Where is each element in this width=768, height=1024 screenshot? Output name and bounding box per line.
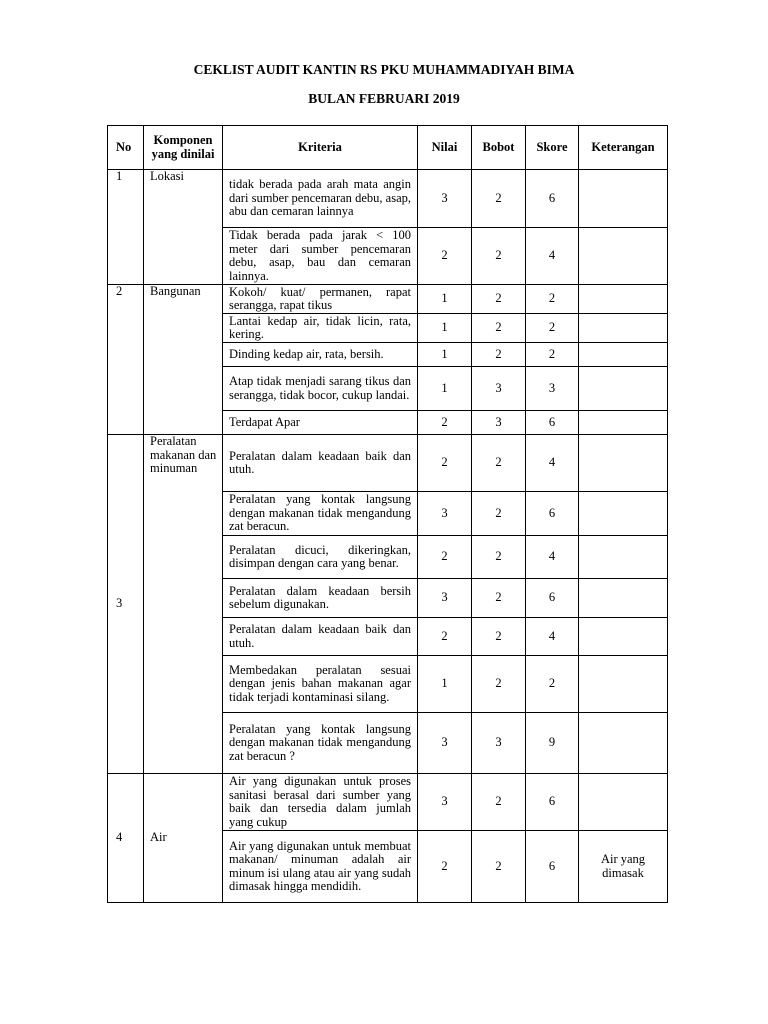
skore-cell: 4 [526,435,579,492]
skore-cell: 9 [526,713,579,774]
keterangan-cell [579,713,668,774]
nilai-cell: 1 [418,343,472,367]
bobot-cell: 2 [472,618,526,656]
keterangan-cell: Air yang dimasak [579,831,668,903]
kriteria-cell: Tidak berada pada jarak < 100 meter dari sumber pencemaran debu, asap, bau dan cemaran lainnya. [223,228,418,285]
table-row [108,435,668,492]
table-header-row [108,126,668,170]
header-bobot: Bobot [472,126,526,170]
table-row [108,774,668,831]
kriteria-cell: Peralatan yang kontak langsung dengan makanan tidak mengandung zat beracun. [223,492,418,536]
kriteria-cell: Peralatan dicuci, dikeringkan, disimpan dengan cara yang benar. [223,536,418,579]
table-row [108,285,668,314]
bobot-cell: 2 [472,314,526,343]
bobot-cell: 2 [472,228,526,285]
header-skore: Skore [526,126,579,170]
keterangan-cell [579,774,668,831]
komponen-cell: Air [144,774,223,903]
kriteria-cell: Peralatan dalam keadaan baik dan utuh. [223,618,418,656]
document-subtitle: BULAN FEBRUARI 2019 [308,91,460,106]
nilai-cell: 3 [418,774,472,831]
audit-checklist-table [107,125,668,903]
komponen-cell: Peralatan makanan dan minuman [144,435,223,774]
nilai-cell: 2 [418,536,472,579]
keterangan-cell [579,343,668,367]
skore-cell: 4 [526,618,579,656]
bobot-cell: 3 [472,713,526,774]
keterangan-cell [579,170,668,228]
komponen-cell: Lokasi [144,170,223,285]
kriteria-cell: Air yang digunakan untuk proses sanitasi berasal dari sumber yang baik dan tersedia dalam jumlah yang cukup [223,774,418,831]
nilai-cell: 2 [418,411,472,435]
nilai-cell: 3 [418,579,472,618]
bobot-cell: 2 [472,492,526,536]
keterangan-cell [579,228,668,285]
kriteria-cell: Dinding kedap air, rata, bersih. [223,343,418,367]
skore-cell: 6 [526,774,579,831]
header-kriteria: Kriteria [223,126,418,170]
skore-cell: 2 [526,285,579,314]
nilai-cell: 1 [418,656,472,713]
kriteria-cell: Membedakan peralatan sesuai dengan jenis bahan makanan agar tidak terjadi kontaminasi silang. [223,656,418,713]
keterangan-cell [579,618,668,656]
bobot-cell: 2 [472,536,526,579]
keterangan-cell [579,656,668,713]
nilai-cell: 2 [418,435,472,492]
nilai-cell: 3 [418,170,472,228]
skore-cell: 6 [526,170,579,228]
kriteria-cell: Kokoh/ kuat/ permanen, rapat serangga, rapat tikus [223,285,418,314]
skore-cell: 4 [526,228,579,285]
nilai-cell: 3 [418,713,472,774]
header-komponen: Komponen yang dinilai [144,126,223,170]
header-keterangan: Keterangan [579,126,668,170]
kriteria-cell: tidak berada pada arah mata angin dari sumber pencemaran debu, asap, abu dan cemaran lainnya [223,170,418,228]
row-number: 2 [108,285,144,435]
bobot-cell: 3 [472,367,526,411]
kriteria-cell: Air yang digunakan untuk membuat makanan/ minuman adalah air minum isi ulang atau air yang sudah dimasak hingga mendidih. [223,831,418,903]
bobot-cell: 2 [472,831,526,903]
header-no: No [108,126,144,170]
nilai-cell: 3 [418,492,472,536]
skore-cell: 6 [526,492,579,536]
nilai-cell: 1 [418,314,472,343]
skore-cell: 2 [526,343,579,367]
skore-cell: 6 [526,831,579,903]
bobot-cell: 2 [472,170,526,228]
row-number: 4 [108,774,144,903]
keterangan-cell [579,536,668,579]
skore-cell: 2 [526,314,579,343]
skore-cell: 6 [526,411,579,435]
bobot-cell: 2 [472,656,526,713]
keterangan-cell [579,314,668,343]
bobot-cell: 3 [472,411,526,435]
document-title: CEKLIST AUDIT KANTIN RS PKU MUHAMMADIYAH BIMA [193,62,575,77]
kriteria-cell: Peralatan dalam keadaan baik dan utuh. [223,435,418,492]
kriteria-cell: Peralatan dalam keadaan bersih sebelum digunakan. [223,579,418,618]
komponen-cell: Bangunan [144,285,223,435]
kriteria-cell: Peralatan yang kontak langsung dengan makanan tidak mengandung zat beracun ? [223,713,418,774]
skore-cell: 6 [526,579,579,618]
kriteria-cell: Terdapat Apar [223,411,418,435]
bobot-cell: 2 [472,435,526,492]
nilai-cell: 2 [418,228,472,285]
keterangan-cell [579,367,668,411]
kriteria-cell: Lantai kedap air, tidak licin, rata, kering. [223,314,418,343]
header-nilai: Nilai [418,126,472,170]
row-number: 3 [108,435,144,774]
nilai-cell: 1 [418,285,472,314]
bobot-cell: 2 [472,285,526,314]
skore-cell: 2 [526,656,579,713]
nilai-cell: 2 [418,618,472,656]
kriteria-cell: Atap tidak menjadi sarang tikus dan serangga, tidak bocor, cukup landai. [223,367,418,411]
keterangan-cell [579,579,668,618]
bobot-cell: 2 [472,579,526,618]
table-row [108,170,668,228]
nilai-cell: 2 [418,831,472,903]
row-number: 1 [108,170,144,285]
keterangan-cell [579,435,668,492]
bobot-cell: 2 [472,774,526,831]
keterangan-cell [579,411,668,435]
skore-cell: 4 [526,536,579,579]
keterangan-cell [579,285,668,314]
nilai-cell: 1 [418,367,472,411]
keterangan-cell [579,492,668,536]
skore-cell: 3 [526,367,579,411]
bobot-cell: 2 [472,343,526,367]
